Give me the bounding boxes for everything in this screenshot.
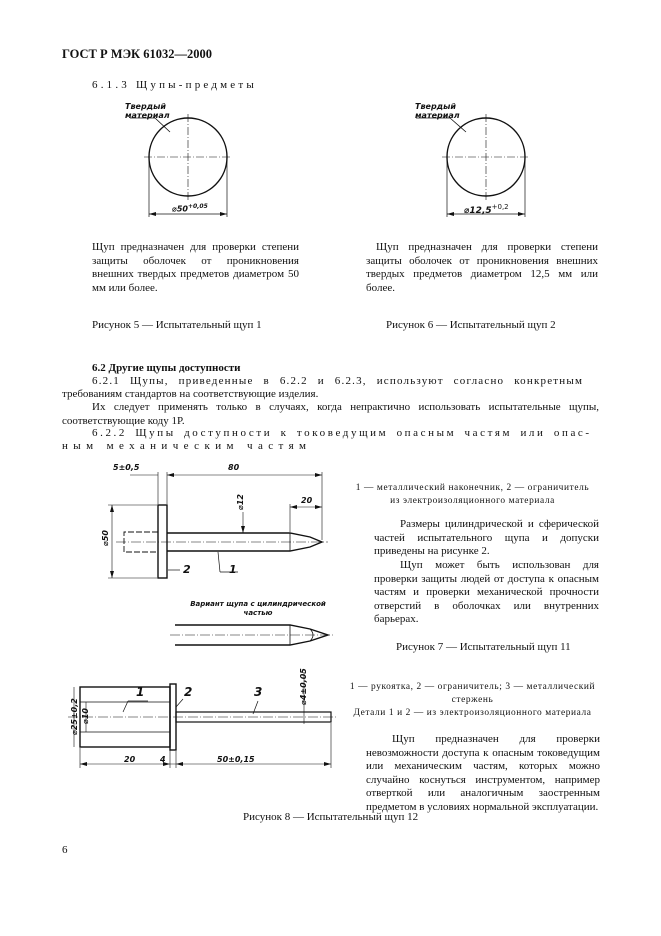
figure-6-dimension-value: ⌀12,5 — [464, 206, 492, 216]
section-heading-6-2: 6.2 Другие щупы доступности — [92, 362, 241, 374]
figure-7-dim-plate-dia: ⌀50 — [101, 530, 110, 546]
figure-8-dim-rod-len: 50±0,15 — [217, 755, 255, 764]
figure-5-tolerance: +0,05 — [187, 203, 208, 210]
figure-6-description: Щуп предназначен для проверки степени защиты оболочек от проникновения внешних твердых предметов диаметром 12,5 мм или более. — [366, 241, 598, 294]
figure-8-drawing — [68, 672, 338, 772]
figure-8-description: Щуп предназначен для проверки невозможности доступа к опасным токоведущим или механическим частям, которых можно случайно коснуться инструментом, например отверткой или аналогичным заостренным предметом в условиях нормальной эксплуатации. — [366, 733, 600, 813]
figure-5-material-label — [125, 102, 170, 120]
figure-7-legend — [345, 482, 600, 508]
figure-8-dim-handle-dia: ⌀25±0,2 — [70, 698, 79, 735]
figure-6-material-label — [415, 102, 460, 120]
figure-7-dim-tip: 20 — [301, 496, 313, 505]
paragraph-6-2-1-lead: 6.2.1 Щупы, приведенные в 6.2.2 и 6.2.3, используют согласно конкретным — [92, 375, 584, 387]
figure-7-variant-label — [183, 600, 333, 618]
figure-8-dim-stop: 4 — [160, 755, 166, 764]
figure-6-material-line1: Твердый — [415, 102, 456, 111]
paragraph-6-2-1-rest: требованиям стандартов на соответствующие изделия. — [62, 388, 319, 400]
figure-7-variant-drawing — [170, 620, 340, 650]
figure-5-material-line2: материал — [125, 111, 170, 120]
figure-5-description: Щуп предназначен для проверки степени защиты оболочек от проникновения внешних твердых предметов диаметром 50 мм или более. — [92, 241, 299, 294]
figure-7-dim-total: 80 — [228, 463, 240, 472]
figure-7-variant-line1: Вариант щупа с цилиндрической — [190, 600, 326, 608]
figure-5-caption: Рисунок 5 — Испытательный щуп 1 — [92, 319, 262, 331]
figure-7-dim-plate: 5±0,5 — [113, 463, 140, 472]
figure-7-legend-line2: из электроизоляционного материала — [390, 496, 555, 506]
figure-8-dim-rod-dia: ⌀4±0,05 — [299, 668, 308, 705]
figure-8-legend — [345, 681, 600, 720]
figure-7-variant-line2: частью — [243, 609, 273, 617]
paragraph-6-2-2-line1: 6.2.2 Щупы доступности к токоведущим опасным частям или опас- — [92, 427, 592, 439]
figure-6-material-line2: материал — [415, 111, 460, 120]
figure-8-dim-handle-inner: ⌀10 — [81, 708, 90, 724]
page-number: 6 — [62, 844, 68, 856]
figure-8-caption: Рисунок 8 — Испытательный щуп 12 — [243, 811, 419, 823]
figure-7-callout-1: 1 — [229, 563, 237, 576]
figure-5-material-line1: Твердый — [125, 102, 166, 111]
figure-7-description-1: Размеры цилиндрической и сферической частей испытательного щупа и допуски приведены на рисунке 2. — [374, 518, 599, 557]
figure-8-legend-line1: 1 — рукоятка, 2 — ограничитель; 3 — металлический стержень — [349, 682, 596, 705]
figure-7-description-2: Щуп может быть использован для проверки защиты людей от доступа к опасным частям и проверки механической прочности отверстий в оболочках или внутренних барьерах. — [374, 559, 599, 625]
figure-5-dimension-value: ⌀50 — [172, 204, 188, 214]
document-header: ГОСТ Р МЭК 61032—2000 — [62, 47, 212, 61]
figure-7-caption: Рисунок 7 — Испытательный щуп 11 — [396, 641, 571, 653]
figure-7-dim-rod: ⌀12 — [236, 494, 245, 510]
figure-6-tolerance: +0,2 — [491, 203, 509, 211]
figure-7-legend-line1: 1 — металлический наконечник, 2 — ограничитель — [355, 483, 590, 493]
figure-6-dimension — [464, 203, 509, 216]
figure-8-callout-2: 2 — [184, 685, 193, 699]
figure-8-dim-handle-len: 20 — [124, 755, 136, 764]
figure-5-dimension — [172, 203, 208, 214]
figure-6-caption: Рисунок 6 — Испытательный щуп 2 — [386, 319, 556, 331]
section-heading-6-1-3: 6.1.3 Щупы-предметы — [92, 79, 257, 91]
figure-7-callout-2: 2 — [183, 563, 191, 576]
paragraph-6-2-2-line2: ным механическим частям — [62, 440, 312, 452]
figure-8-callout-3: 3 — [254, 685, 263, 699]
figure-8-legend-line2: Детали 1 и 2 — из электроизоляционного материала — [353, 708, 592, 718]
paragraph-6-2-2-usage: Их следует применять только в случаях, когда непрактично использовать испытательные щупы, соответствующие коду 1P. — [62, 401, 599, 427]
figure-7-drawing — [100, 460, 340, 590]
figure-8-callout-1: 1 — [136, 685, 145, 699]
